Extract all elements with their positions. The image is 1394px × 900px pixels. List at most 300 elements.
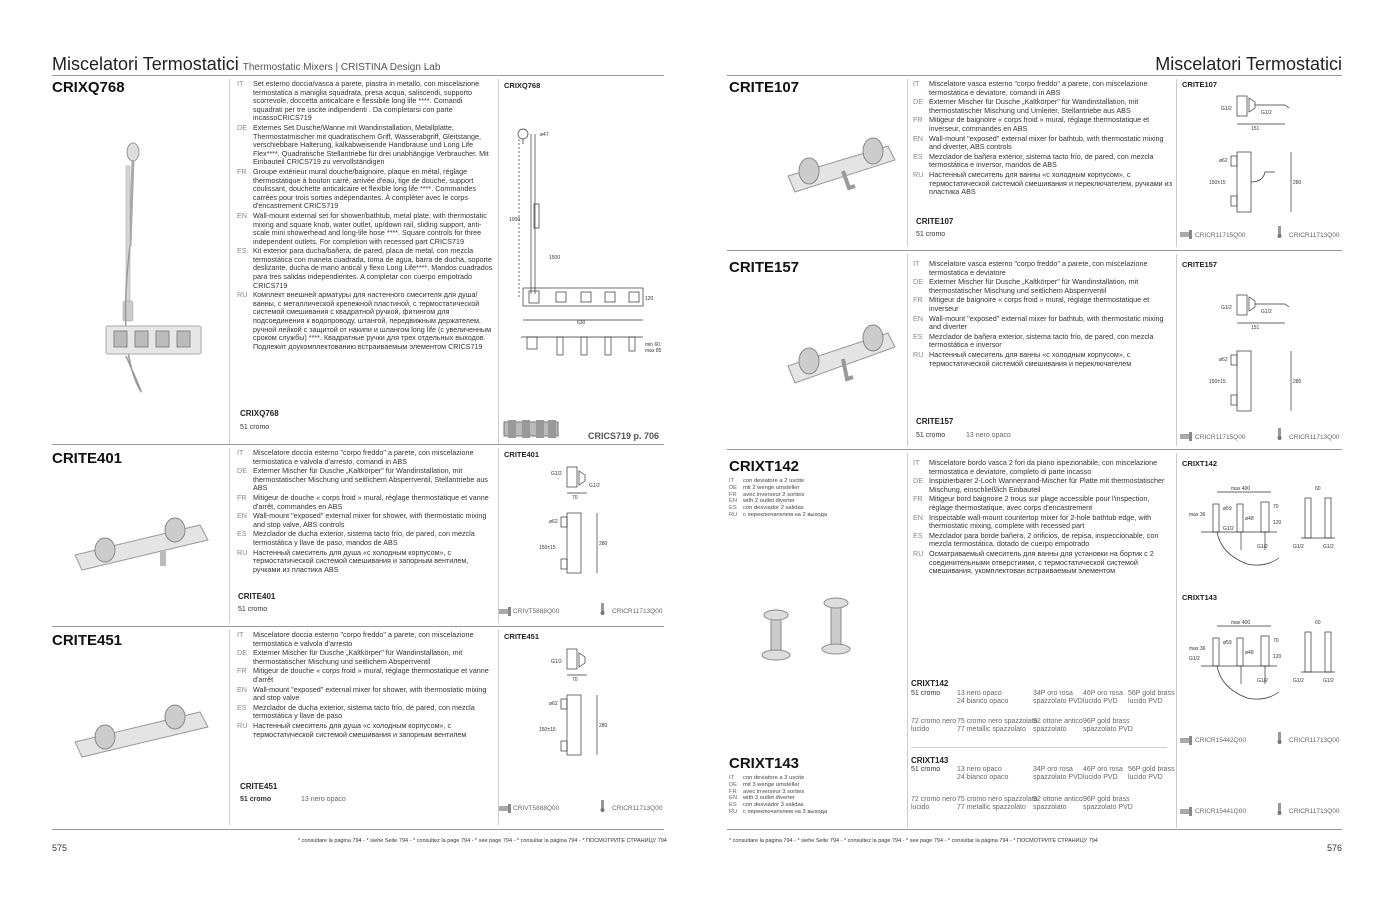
- technical-drawing: [1207, 92, 1327, 222]
- dim-plate-height: 120: [645, 296, 654, 302]
- finish-label: 51 cromo: [911, 690, 941, 697]
- lang-code: IT: [237, 79, 244, 88]
- lang-text: Mezclador de bañera exterior, sistema tacto frío, de pared, con mezcla termostática e inversor, mandos de ABS: [929, 151, 1154, 170]
- dim-thread: G1/2: [551, 659, 562, 665]
- lang-row: [729, 492, 827, 499]
- dim-height: 120: [1273, 654, 1282, 660]
- lang-row: [729, 498, 827, 505]
- lang-code: ES: [729, 802, 737, 809]
- lang-row: [237, 649, 493, 666]
- lang-text: avec inverseur 2 sorties: [743, 491, 805, 498]
- finish-label: 13 nero opaco 24 bianco opaco: [957, 690, 1009, 705]
- lang-text: Externer Mischer für Dusche „Kaltkörper" für Wandinstallation, mit thermostatischer Mischung und seitlichem Absperrventil, Stellantriebe aus ABS: [253, 466, 488, 493]
- dim-width: 60: [1315, 486, 1321, 492]
- lang-row: [913, 80, 1173, 97]
- shower-mixer-image: [70, 687, 220, 767]
- lang-text: Настенный смеситель для душа «с холодным корпусом», с термостатической системой смешивания и запорным вентилем: [253, 720, 467, 739]
- lang-code: DE: [237, 466, 247, 476]
- dim-spacing: 150±15: [539, 545, 556, 551]
- lang-row: [729, 478, 827, 485]
- accessory-code: CRICR11715Q00: [1195, 434, 1246, 441]
- lang-row: [913, 477, 1173, 494]
- lang-code: FR: [237, 492, 247, 502]
- lang-row: [237, 722, 493, 739]
- lang-code: DE: [729, 781, 738, 788]
- lang-row: [729, 795, 827, 802]
- dim-thread: G1/2: [1323, 678, 1334, 684]
- finish-label: 13 nero opaco: [966, 432, 1011, 439]
- lang-text: Настенный смеситель для ванны «с холодным корпусом», с термостатической системой смешивания и переключателем: [929, 349, 1132, 368]
- lang-code: RU: [237, 720, 248, 730]
- description-crite401: [237, 449, 493, 575]
- lang-text: Externes Set Dusche/Wanne mit Wandinstallation, Metallplatte, Thermostatmischer mit quadratischem Griff, Wasserabgriff, Gleitstange, verschiebbare Halterung, kalkabweisende Handbrause und Long Life Flex****. Quadratische Stellantriebe für drei unabhängige Verbraucher. Mit Einbauteil CRICS719 zu vervollständigen: [253, 122, 489, 167]
- lang-text: Externer Mischer für Dusche „Kaltkörper" für Wandinstallation, mit thermostatischer Mischung und seitlichem Absperrventil: [253, 648, 463, 666]
- description-crixt142: [913, 459, 1173, 577]
- lang-row: [913, 532, 1173, 549]
- dim-height: 280: [1293, 379, 1302, 385]
- column-divider: [1176, 254, 1177, 446]
- dim-thread: G1/2: [551, 471, 562, 477]
- lang-row: [237, 530, 493, 547]
- lang-code: RU: [913, 349, 924, 359]
- lang-text: Externer Mischer für Dusche „Kaltkörper" für Wandinstallation, mit thermostatischer Mischung und Umleiter, Stellantriebe aus ABS: [929, 97, 1139, 115]
- dim-diameter: ø62: [1219, 357, 1228, 363]
- description-crixq768: [237, 80, 493, 352]
- lang-text: Inspizierbarer 2-Loch Wannenrand-Mischer für Platte mit thermostatischer Mischung, einschließlich Einbauteil: [929, 476, 1165, 494]
- accessory-code: CRICR11713Q00: [1289, 737, 1340, 744]
- lang-row: [237, 80, 493, 123]
- lang-code: FR: [913, 115, 923, 125]
- finish-label: 92 ottone antico spazzolato: [1033, 796, 1083, 811]
- lang-code: DE: [237, 648, 247, 658]
- finish-label: 92 ottone antico spazzolato: [1033, 718, 1083, 733]
- finish-label: 13 nero opaco: [301, 796, 346, 803]
- block-separator: [727, 829, 1342, 830]
- lang-code: IT: [913, 259, 920, 268]
- cartridge-icon: [1179, 228, 1193, 240]
- lang-row: [237, 291, 493, 351]
- lang-text: Mitigeur bord baignoire 2 trous sur plage accessible pour l'inspection, réglage thermostatique, avec corps d'encastrement: [929, 494, 1150, 512]
- lang-text: Настенный смеситель для ванны «с холодным корпусом», с термостатической системой смешивания и переключателем, ручками из пластика ABS: [929, 169, 1172, 197]
- lang-row: [913, 514, 1173, 531]
- sub-product-code: CRITE157: [916, 417, 954, 426]
- lang-row: [237, 212, 493, 246]
- column-divider: [498, 630, 499, 825]
- thermometer-icon: [1273, 428, 1287, 440]
- dim-length: 1500: [549, 255, 561, 261]
- lang-code: DE: [913, 277, 923, 287]
- dim-thread: G1/2: [1257, 544, 1268, 550]
- dim-diameter: ø62: [1219, 158, 1228, 164]
- dim-max: max 400: [1231, 620, 1251, 626]
- technical-drawing: [1187, 484, 1337, 584]
- technical-drawing: [1187, 618, 1337, 718]
- lang-row: [237, 467, 493, 493]
- lang-code: IT: [237, 448, 244, 457]
- lang-text: Groupe extérieur mural douche/baignoire, plaque en métal, réglage thermostatique à bouton carré, arrivée d'eau, tige de douche, support coulissant, douchette anticalcaire et flexible long life ****. Commandes carrées pour trois sorties indépendantes. À compléter avec le corps d'encastrement CRICS719: [253, 166, 476, 211]
- column-divider: [907, 453, 908, 828]
- recessed-part-image: [502, 418, 562, 442]
- lang-text: con deviatore a 2 uscite: [743, 478, 805, 484]
- drawing-label: CRITE107: [1182, 80, 1218, 89]
- dim-thread: G1/2: [1257, 678, 1268, 684]
- lang-code: RU: [729, 808, 738, 815]
- lang-text: Mezclador de ducha exterior, sistema tacto frío, de pared, con mezcla termostática y llave de paso: [253, 702, 475, 721]
- accessory-code: CRICR15442Q00: [1195, 737, 1246, 744]
- finish-label: 51 cromo: [911, 766, 941, 773]
- thermometer-icon: [596, 800, 610, 812]
- lang-row: [237, 124, 493, 167]
- page-title-text: Miscelatori Termostatici: [52, 54, 239, 74]
- dim-diameter: ø59: [1223, 640, 1232, 646]
- technical-drawing: [1207, 275, 1327, 415]
- lang-row: [237, 494, 493, 511]
- lang-code: EN: [729, 795, 738, 802]
- finish-label: 56P gold brass lucido PVD: [1128, 690, 1175, 705]
- page-subtitle: Thermostatic Mixers | CRISTINA Design Lab: [242, 62, 441, 73]
- product-code: CRITE157: [729, 259, 800, 276]
- shower-mixer-image: [70, 500, 220, 580]
- dim-diameter: ø47: [540, 132, 549, 138]
- diverter-note-142: [729, 478, 827, 519]
- finish-label: 51 cromo: [916, 231, 946, 238]
- lang-text: Miscelatore doccia esterno "corpo freddo" a parete, con miscelazione termostatica e valvola d'arresto, comandi in ABS: [253, 448, 474, 466]
- description-crite157: [913, 260, 1173, 369]
- finish-label: 51 cromo: [238, 606, 268, 613]
- dim-spacing: 150±15: [1209, 379, 1226, 385]
- lang-row: [913, 315, 1173, 332]
- lang-text: Mitigeur de douche « corps froid » mural, réglage thermostatique et vanne d'arrêt, commandes en ABS: [253, 492, 489, 511]
- lang-text: с переключателем на 3 выхода: [743, 808, 828, 815]
- dim-width: 151: [1251, 325, 1260, 331]
- product-block-crite107: [727, 76, 1342, 248]
- lang-code: IT: [729, 775, 735, 781]
- lang-row: [729, 809, 827, 816]
- lang-row: [913, 153, 1173, 170]
- sub-product-code: CRITE401: [238, 592, 276, 601]
- lang-text: Комплект внешней арматуры для настенного смесителя для душа/ванны, с металлической крепежной пластиной, с термостатической системой смешивания с квадратной ручкой, фитингом для подсоединения к водопроводу, штангой, передвижным держателем, ручной лейкой с защитой от накипи и шлангом long life (с увеличенным сроком службы) ****. Квадратные ручки для трех отдельных выходов. Подлежит доукомплектованию встраиваемым элементом CRICS719: [253, 290, 492, 351]
- description-crite107: [913, 80, 1173, 198]
- page-title: Miscelatori Termostatici: [1155, 54, 1342, 74]
- lang-text: Miscelatore bordo vasca 2 fori da piano ispezionabile, con miscelazione termostatica e deviatore, completo di parte incasso: [929, 458, 1158, 476]
- lang-row: [729, 485, 827, 492]
- lang-text: Wall-mount external set for shower/bathtub, metal plate, with thermostatic mixing and square knob, water outlet, up/down rail, sliding support, anti-scale mini showerhead and long-life hose ****. Square controls for three independent outlets. For completion with recessed part CRICS719: [253, 210, 487, 246]
- lang-code: ES: [237, 529, 247, 539]
- lang-code: ES: [913, 530, 923, 540]
- dim-thread: G1/2: [1323, 544, 1334, 550]
- finish-label: 75 cromo nero spazzolato 77 metallic spazzolato: [957, 796, 1038, 811]
- product-code: CRITE451: [52, 632, 123, 649]
- lang-code: ES: [237, 246, 247, 256]
- product-block-crixt142: [727, 450, 1342, 828]
- lang-code: DE: [913, 97, 923, 107]
- dim-thread: G1/2: [1221, 305, 1232, 311]
- lang-row: [729, 505, 827, 512]
- thermometer-icon: [1273, 803, 1287, 815]
- recessed-part-ref: CRICS719 p. 706: [588, 431, 660, 441]
- lang-row: [729, 782, 827, 789]
- technical-drawing: [537, 465, 647, 595]
- dim-width: 60: [1315, 620, 1321, 626]
- finish-label: 96P gold brass spazzolato PVD: [1083, 718, 1133, 733]
- lang-text: Set esterno doccia/vasca a parete, piastra in metallo, con miscelazione termostatica a maniglia squadrata, presa acqua, saliscendi, supporto scorrevole, doccetta anticalcare e flessibile long life ****. Comandi squadrati per tre uscite indipendenti . Da completarsi con parte incassoCRICS719: [253, 79, 480, 123]
- dim-height: 70: [1273, 638, 1279, 644]
- lang-text: Осматриваемый смеситель для ванны для установки на бортик с 2 соединительными отверстиями, с термостатической системой смешивания, укомплектован встраиваемым элементом: [929, 548, 1154, 576]
- accessory-code: CRICR11715Q00: [1195, 232, 1246, 239]
- lang-code: EN: [237, 210, 247, 220]
- lang-row: [913, 98, 1173, 115]
- accessory-code: CRIVT5888Q00: [513, 608, 560, 615]
- accessory-code: CRICR11713Q00: [1289, 808, 1340, 815]
- lang-text: Mitigeur de baignoire « corps froid » mural, réglage thermostatique et inverseur, commandes en ABS: [929, 115, 1150, 133]
- dim-thread: G1/2: [1293, 678, 1304, 684]
- dim-diameter: ø48: [1245, 516, 1254, 522]
- column-divider: [1176, 453, 1177, 828]
- lang-text: Wall-mount "exposed" external mixer for shower, with thermostatic mixing and stop valve, ABS controls: [253, 511, 487, 529]
- lang-code: FR: [729, 491, 737, 498]
- column-divider: [229, 79, 230, 444]
- finish-label: 34P oro rosa spazzolato PVD: [1033, 766, 1083, 781]
- dim-height: 70: [1273, 504, 1279, 510]
- diverter-note-143: [729, 775, 827, 816]
- lang-row: [913, 495, 1173, 512]
- product-code: CRIXT143: [729, 755, 800, 772]
- finish-label: 51 cromo: [916, 432, 946, 439]
- dim-height: 120: [1273, 520, 1282, 526]
- finish-label: 46P oro rosa lucido PVD: [1083, 766, 1123, 781]
- lang-code: FR: [913, 295, 923, 305]
- lang-text: Mitigeur de douche « corps froid » mural, réglage thermostatique et vanne d'arrêt: [253, 666, 489, 684]
- technical-drawing: [507, 124, 662, 374]
- lang-text: Miscelatore vasca esterno "corpo freddo" a parete, con miscelazione termostatica e deviatore: [929, 259, 1148, 277]
- lang-row: [913, 260, 1173, 277]
- lang-code: IT: [729, 478, 735, 484]
- lang-text: Inspectable wall-mount countertop mixer for 2-hole bathtub edge, with thermostatic mixing, complete with recessed part: [929, 512, 1152, 531]
- dim-min: min 60: [645, 342, 661, 348]
- lang-row: [237, 549, 493, 575]
- drawing-label: CRITE451: [504, 632, 540, 641]
- lang-code: RU: [913, 548, 924, 558]
- lang-text: Mezclador de ducha exterior, sistema tacto frío, de pared, con mezcla termostática y llave de paso, mandos de ABS: [253, 529, 475, 547]
- column-divider: [229, 630, 230, 825]
- cartridge-icon: [498, 605, 512, 617]
- lang-code: IT: [913, 79, 920, 88]
- sub-separator: [911, 747, 1167, 748]
- lang-row: [237, 247, 493, 290]
- dim-width: 630: [577, 320, 586, 326]
- dim-thread: G1/2: [589, 483, 600, 489]
- lang-text: Miscelatore doccia esterno "corpo freddo" a parete, con miscelazione termostatica e valvola d'arresto: [253, 630, 474, 648]
- drawing-label: CRIXT143: [1182, 593, 1218, 602]
- lang-row: [237, 686, 493, 703]
- dim-max: max 85: [645, 348, 662, 354]
- lang-code: EN: [913, 133, 923, 143]
- lang-text: Mitigeur de baignoire « corps froid » mural, réglage thermostatique et inverseur: [929, 295, 1150, 313]
- bath-mixer-image: [783, 311, 908, 401]
- finish-label: 75 cromo nero spazzolato 77 metallic spazzolato: [957, 718, 1038, 733]
- lang-code: EN: [913, 313, 923, 323]
- column-divider: [1176, 79, 1177, 247]
- lang-text: Kit exterior para ducha/bañera, de pared, placa de metal, con mezcla termostática con maneta cuadrada, toma de agua, barra de ducha, soporte deslizante, ducha de mano anticál y flexo Long Life****. Mandos cuadrados para tres salidas independientes. A completar con cuerpo empotrado CRICS719: [253, 246, 493, 290]
- finish-label: 46P oro rosa lucido PVD: [1083, 690, 1123, 705]
- lang-text: Miscelatore vasca esterno "corpo freddo" a parete, con miscelazione termostatica e deviatore, comandi in ABS: [929, 79, 1148, 97]
- lang-row: [729, 775, 827, 782]
- lang-text: with 3 outlet diverter: [743, 795, 795, 802]
- lang-row: [237, 704, 493, 721]
- sub-product-code: CRIXQ768: [240, 409, 279, 418]
- drawing-label: CRITE157: [1182, 260, 1218, 269]
- thermometer-icon: [596, 603, 610, 615]
- lang-row: [237, 449, 493, 466]
- lang-text: avec inverseur 3 sorties: [743, 788, 805, 795]
- bath-mixer-image: [783, 126, 908, 206]
- page-number: 576: [1326, 843, 1342, 853]
- lang-row: [729, 512, 827, 519]
- product-block-crite401: [52, 445, 664, 625]
- dim-thread: G1/2: [1261, 309, 1272, 315]
- dim-height: 280: [599, 723, 608, 729]
- lang-text: Wall-mount "exposed" external mixer for bathtub, with thermostatic mixing and diverter: [929, 313, 1164, 332]
- cartridge-icon: [498, 802, 512, 814]
- lang-code: RU: [237, 547, 248, 557]
- sub-product-code: CRITE107: [916, 217, 954, 226]
- finish-label: 72 cromo nero lucido: [911, 718, 957, 733]
- dim-width: 151: [1251, 126, 1260, 132]
- dim-spacing: 150±15: [1209, 180, 1226, 186]
- dim-height: 280: [599, 541, 608, 547]
- finish-label: 34P oro rosa spazzolato PVD: [1033, 690, 1083, 705]
- dim-height: 280: [1293, 180, 1302, 186]
- lang-row: [913, 171, 1173, 197]
- lang-text: Настенный смеситель для душа «с холодным корпусом», с термостатической системой смешивания и запорным вентилем, ручками из пластика ABS: [253, 547, 469, 574]
- lang-row: [237, 512, 493, 529]
- finish-label: 13 nero opaco 24 bianco opaco: [957, 766, 1009, 781]
- lang-row: [237, 631, 493, 648]
- lang-text: Wall-mount "exposed" external mixer for shower, with thermostatic mixing and stop valve: [253, 684, 487, 703]
- dim-thread: G1/2: [1221, 106, 1232, 112]
- lang-code: ES: [729, 505, 737, 512]
- accessory-code: CRICR11713Q00: [612, 608, 663, 615]
- description-crite451: [237, 631, 493, 740]
- page-title: [52, 54, 440, 75]
- footnote: * consultare la pagina 794 - * siehe Seite 794 - * consultez la page 794 - * see page 794 - * consultar la página 794 - * ПОСМОТРИТЕ СТРАНИЦУ 794: [298, 838, 667, 844]
- technical-drawing: [537, 647, 647, 777]
- lang-row: [913, 351, 1173, 368]
- lang-row: [913, 278, 1173, 295]
- product-code: CRITE401: [52, 450, 123, 467]
- dim-spacing: 150±15: [539, 727, 556, 733]
- lang-row: [237, 168, 493, 211]
- dim-diameter: ø59: [1223, 506, 1232, 512]
- lang-row: [913, 116, 1173, 133]
- deck-mixer-image: [757, 595, 877, 665]
- lang-row: [913, 135, 1173, 152]
- lang-code: FR: [237, 666, 247, 676]
- dim-max: max 36: [1189, 512, 1206, 518]
- lang-text: Mezclador de bañera exterior, sistema tacto frío, de pared, con mezcla termostática e inversor: [929, 331, 1154, 350]
- lang-code: RU: [237, 290, 248, 300]
- lang-text: con desviador 3 salidas: [743, 802, 804, 809]
- lang-text: con deviatore a 3 uscite: [743, 775, 805, 781]
- lang-row: [237, 667, 493, 684]
- lang-code: RU: [913, 169, 924, 179]
- lang-code: ES: [913, 151, 923, 161]
- lang-row: [729, 789, 827, 796]
- thermometer-icon: [1273, 226, 1287, 238]
- column-divider: [907, 79, 908, 247]
- accessory-code: CRICR11713Q00: [612, 805, 663, 812]
- finish-label: 51 cromo: [240, 424, 270, 431]
- lang-code: FR: [237, 166, 247, 176]
- lang-code: DE: [237, 122, 247, 132]
- accessory-code: CRIVT5888Q00: [513, 805, 560, 812]
- lang-row: [913, 296, 1173, 313]
- dim-diameter: ø48: [1245, 650, 1254, 656]
- dim-height: 1000: [509, 217, 521, 223]
- product-block-crite451: [52, 627, 664, 827]
- page-number: 575: [52, 843, 68, 853]
- dim-thread: G1/2: [1189, 656, 1200, 662]
- block-separator: [52, 829, 664, 830]
- product-code: CRIXQ768: [52, 79, 125, 96]
- lang-row: [913, 550, 1173, 576]
- finish-label: 72 cromo nero lucido: [911, 796, 957, 811]
- lang-row: [729, 802, 827, 809]
- lang-row: [913, 333, 1173, 350]
- lang-code: EN: [913, 512, 923, 522]
- lang-row: [913, 459, 1173, 476]
- lang-code: ES: [237, 702, 247, 712]
- thermometer-icon: [1273, 732, 1287, 744]
- lang-text: с переключателем на 2 выхода: [743, 511, 828, 518]
- column-divider: [907, 254, 908, 446]
- sub-product-code: CRIXT142: [911, 679, 949, 688]
- dim-thread: G1/2: [1223, 526, 1234, 532]
- accessory-code: CRICR11713Q00: [1289, 434, 1340, 441]
- finish-label: 51 cromo: [240, 796, 272, 803]
- lang-text: Externer Mischer für Dusche „Kaltkörper" für Wandinstallation, mit thermostatischer Mischung und seitlichem Absperrventil: [929, 277, 1139, 295]
- lang-code: DE: [913, 476, 923, 486]
- accessory-code: CRICR15441Q00: [1195, 808, 1246, 815]
- lang-code: DE: [729, 484, 738, 491]
- lang-text: Wall-mount "exposed" external mixer for bathtub, with thermostatic mixing and diverter, ABS controls: [929, 133, 1164, 152]
- column-divider: [498, 448, 499, 623]
- dim-thread: G1/2: [1261, 110, 1272, 116]
- right-page: [697, 0, 1394, 900]
- drawing-label: CRIXT142: [1182, 459, 1218, 468]
- lang-code: FR: [913, 494, 923, 504]
- dim-thread: G1/2: [1293, 544, 1304, 550]
- column-divider: [498, 79, 499, 444]
- lang-code: IT: [913, 458, 920, 467]
- dim-diameter: ø62: [549, 519, 558, 525]
- lang-text: Mezclador para borde bañera, 2 orificios, de repisa, inspeccionable, con mezcla termostática, dotado de cuerpo empotrado: [929, 530, 1159, 549]
- dim-width: 70: [572, 495, 578, 501]
- dim-width: 70: [572, 677, 578, 683]
- dim-diameter: ø62: [549, 701, 558, 707]
- cartridge-icon: [1179, 805, 1193, 817]
- footnote: * consultare la pagina 794 - * siehe Seite 794 - * consultez la page 794 - * see page 794 - * consultar la página 794 - * ПОСМОТРИТЕ СТРАНИЦУ 794: [729, 838, 1098, 844]
- product-block-crite157: [727, 251, 1342, 447]
- lang-text: mit 2 wenge umsteller: [743, 484, 800, 491]
- lang-code: EN: [729, 498, 738, 505]
- lang-code: EN: [237, 511, 247, 521]
- sub-product-code: CRIXT143: [911, 756, 949, 765]
- dim-max: max 400: [1231, 486, 1251, 492]
- sub-product-code: CRITE451: [240, 782, 278, 791]
- lang-code: IT: [237, 630, 244, 639]
- finish-label: 56P gold brass lucido PVD: [1128, 766, 1175, 781]
